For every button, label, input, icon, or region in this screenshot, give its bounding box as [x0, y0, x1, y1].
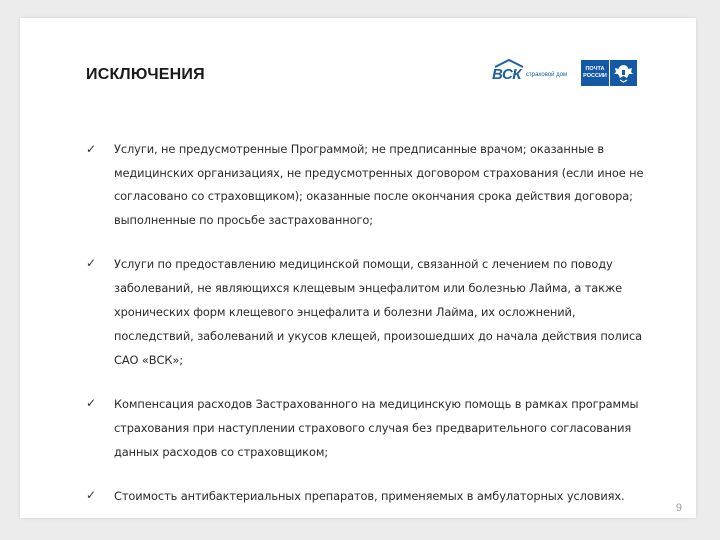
russian-post-wordmark: [581, 60, 609, 86]
checkmark-icon: ✓: [86, 396, 97, 411]
list-item-text: Услуги по предоставлению медицинской помощи, связанной с лечением по поводу заболеваний, не являющихся клещевым энцефалитом или болезнью Лайма, а также хронических форм клещевого энцефалита и болезни Лайма, их осложнений, последствий, заболеваний и укусов клещей, произошедших до начала действия полиса САО «ВСК»;: [114, 257, 643, 368]
post-line-1: ПОЧТА: [585, 66, 605, 72]
list-item-text: Услуги, не предусмотренные Программой; не предписанные врачом; оказанные в медицинских организациях, не предусмотренных договором страхования (если иное не согласовано со страховщиком); оказанные после окончания срока действия договора; выполненные по просьбе застрахованного;: [114, 142, 644, 227]
post-line-2: РОССИИ: [583, 73, 607, 79]
checkmark-icon: ✓: [86, 142, 97, 156]
list-item: [86, 484, 656, 508]
exclusions-list: [86, 138, 656, 528]
checkmark-icon: ✓: [86, 488, 97, 503]
list-item: [86, 138, 656, 232]
double-headed-eagle-icon: [610, 60, 637, 86]
slide-title: ИСКЛЮЧЕНИЯ: [86, 66, 205, 83]
list-item-text: Стоимость антибактериальных препаратов, применяемых в амбулаторных условиях.: [114, 489, 625, 504]
vsk-logo: [492, 64, 576, 86]
vsk-logo-mark: ВСК: [492, 66, 522, 83]
vsk-logo-subtitle: страховой дом: [526, 72, 568, 78]
list-item-text: Компенсация расходов Застрахованного на медицинскую помощь в рамках программы страхования при наступлении страхового случая без предварительного согласования данных расходов со страховщиком;: [114, 397, 639, 460]
slide: [20, 18, 696, 518]
page-number: 9: [675, 502, 682, 514]
list-item: [86, 392, 656, 464]
list-item: [86, 252, 656, 372]
russian-post-logo: [581, 60, 637, 86]
checkmark-icon: ✓: [86, 256, 97, 271]
